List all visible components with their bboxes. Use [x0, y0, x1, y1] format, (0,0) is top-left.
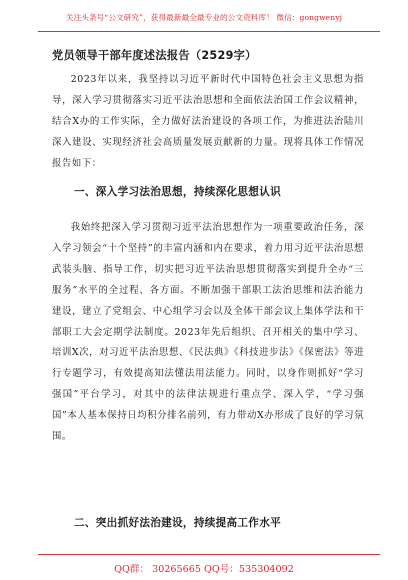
section-1-paragraph: 我始终把深入学习贯彻习近平法治思想作为一项重要政治任务，深入学习领会“十个坚持”的丰富内涵和内在要求，着力用习近平法治思想武装头脑、指导工作，切实把习近平法治思想贯彻落实到提升全办“三服务”水平的全过程、各方面。不断加强干部职工法治思维和法治能力建设，建立了党组会、中心组学习会以及全体干部会议上集体学法和干部职工大会定期学法制度。2023年先后组织、召开相关的集中学习、培训X次，对习近平法治思想、《民法典》《科技进步法》《保密法》等进行专题学习，有效提高知法懂法用法能力。同时，以身作则抓好“学习强国”平台学习，对其中的法律法规进行重点学、深入学，“学习强国”本人基本保持日均积分排名前列，有力带动X办形成了良好的学习氛围。: [52, 222, 364, 443]
footer-contact: QQ群： 30265665 QQ号：535304092: [114, 564, 294, 575]
header-divider: [38, 31, 380, 32]
header-banner: 关注头条号“公文研究”，获得最新最全最专业的公文资料库！ 微信：gongwenyj: [65, 13, 343, 22]
footer-divider: [38, 554, 380, 555]
document-title: 党员领导干部年度述法报告（2529字）: [52, 49, 257, 62]
section-2-heading: 二、突出抓好法治建设，持续提高工作水平: [74, 517, 281, 529]
intro-paragraph: 2023年以来，我坚持以习近平新时代中国特色社会主义思想为指导，深入学习贯彻落实习近平法治思想和全面依法治国工作会议精神，结合X办的工作实际，全力做好法治建设的各项工作，为推进法治陆川深入建设、实现经济社会高质量发展贡献新的力量。现将具体工作情况报告如下：: [52, 74, 364, 169]
section-1-heading: 一、深入学习法治思想，持续深化思想认识: [74, 186, 281, 198]
